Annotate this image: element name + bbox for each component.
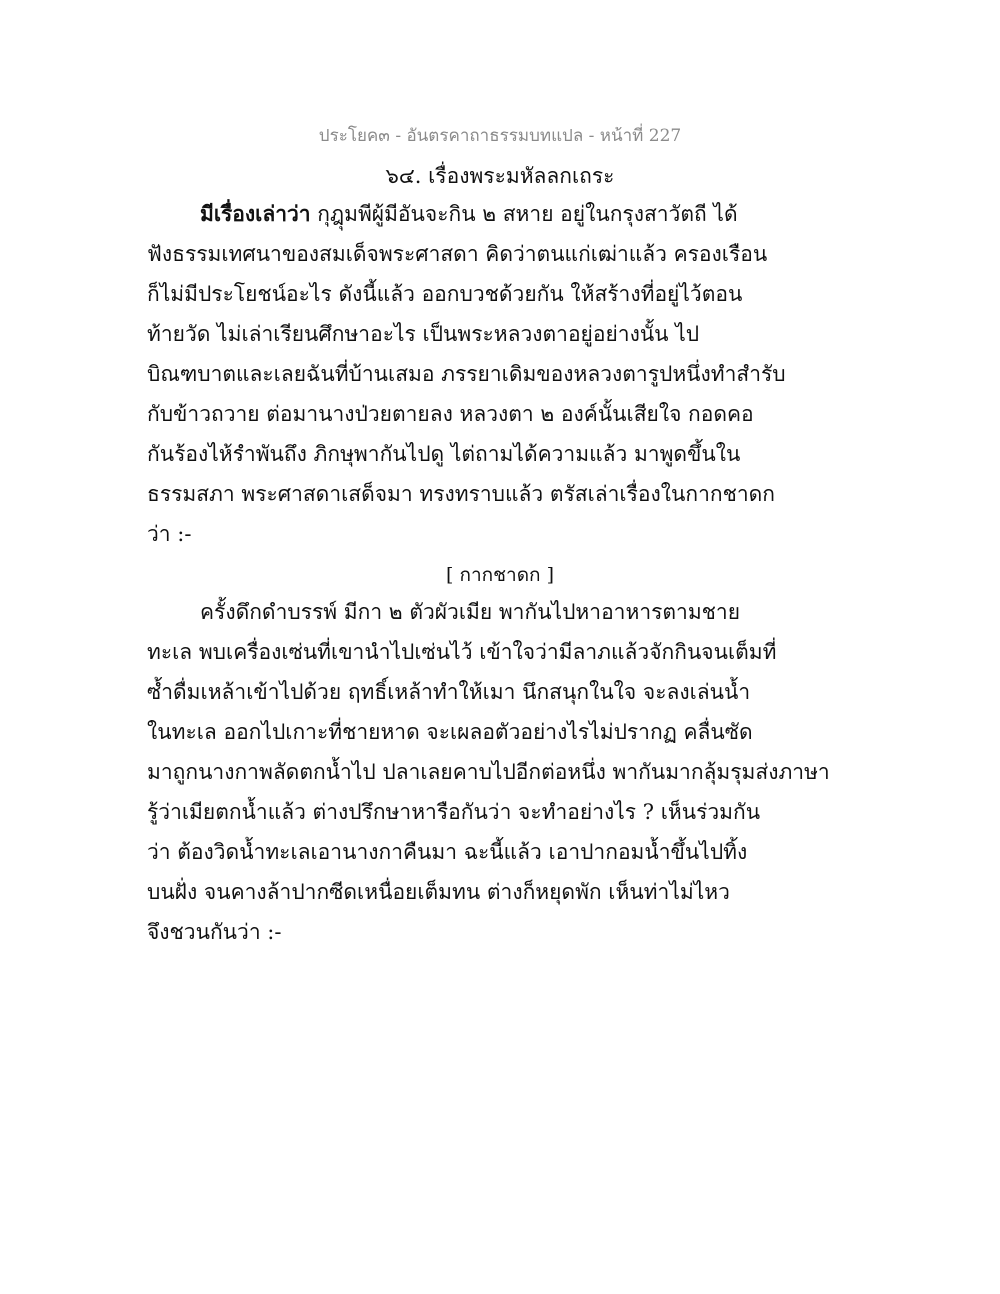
line-text: กุฎุมพีผู้มีอันจะกิน ๒ สหาย อยู่ในกรุงสาวัตถี ได้ bbox=[317, 202, 738, 226]
lead-bold-text: มีเรื่องเล่าว่า bbox=[200, 201, 311, 226]
paragraph-line: บิณฑบาตและเลยฉันที่บ้านเสมอ ภรรยาเดิมของหลวงตารูปหนึ่งทำสำรับ bbox=[147, 362, 786, 386]
paragraph-line: ท้ายวัด ไม่เล่าเรียนศึกษาอะไร เป็นพระหลวงตาอยู่อย่างนั้น ไป bbox=[147, 322, 700, 346]
paragraph-line: ฟังธรรมเทศนาของสมเด็จพระศาสดา คิดว่าตนแก่เฒ่าแล้ว ครองเรือน bbox=[147, 242, 768, 266]
paragraph-line: ซ้ำดื่มเหล้าเข้าไปด้วย ฤทธิ์เหล้าทำให้เมา นึกสนุกในใจ จะลงเล่นน้ำ bbox=[147, 680, 751, 704]
paragraph-line: ธรรมสภา พระศาสดาเสด็จมา ทรงทราบแล้ว ตรัสเล่าเรื่องในกากชาดก bbox=[147, 482, 775, 506]
paragraph-line bbox=[200, 200, 738, 228]
paragraph-line: รู้ว่าเมียตกน้ำแล้ว ต่างปรึกษาหารือกันว่า จะทำอย่างไร ? เห็นร่วมกัน bbox=[147, 800, 761, 824]
paragraph-line: มาถูกนางกาพลัดตกน้ำไป ปลาเลยคาบไปอีกต่อหนึ่ง พากันมากลุ้มรุมส่งภาษา bbox=[147, 760, 830, 784]
paragraph-line: บนฝั่ง จนคางล้าปากซีดเหนื่อยเต็มทน ต่างก็หยุดพัก เห็นท่าไม่ไหว bbox=[147, 880, 730, 904]
paragraph-line: ก็ไม่มีประโยชน์อะไร ดังนี้แล้ว ออกบวชด้วยกัน ให้สร้างที่อยู่ไว้ตอน bbox=[147, 282, 743, 306]
paragraph-line: ครั้งดึกดำบรรพ์ มีกา ๒ ตัวผัวเมีย พากันไปหาอาหารตามชาย bbox=[200, 600, 741, 624]
story-title: ๖๔. เรื่องพระมหัลลกเถระ bbox=[385, 164, 615, 188]
paragraph-line: กับข้าวถวาย ต่อมานางป่วยตายลง หลวงตา ๒ องค์นั้นเสียใจ กอดคอ bbox=[147, 402, 754, 426]
paragraph-line: ว่า :- bbox=[147, 522, 192, 546]
paragraph-line: ทะเล พบเครื่องเซ่นที่เขานำไปเซ่นไว้ เข้าใจว่ามีลาภแล้วจักกินจนเต็มที่ bbox=[147, 640, 777, 664]
paragraph-line: ว่า ต้องวิดน้ำทะเลเอานางกาคืนมา ฉะนี้แล้ว เอาปากอมน้ำขึ้นไปทิ้ง bbox=[147, 840, 748, 864]
running-header: ประโยค๓ - อันตรคาถาธรรมบทแปล - หน้าที่ 227 bbox=[318, 126, 682, 146]
paragraph-line: จึงชวนกันว่า :- bbox=[147, 920, 282, 944]
paragraph-line: ในทะเล ออกไปเกาะที่ชายหาด จะเผลอตัวอย่างไรไม่ปรากฏ คลื่นซัด bbox=[147, 720, 753, 744]
paragraph-line: กันร้องไห้รำพันถึง ภิกษุพากันไปดู ไต่ถามได้ความแล้ว มาพูดขึ้นใน bbox=[147, 442, 741, 466]
section-title: [ กากชาดก ] bbox=[446, 564, 554, 586]
